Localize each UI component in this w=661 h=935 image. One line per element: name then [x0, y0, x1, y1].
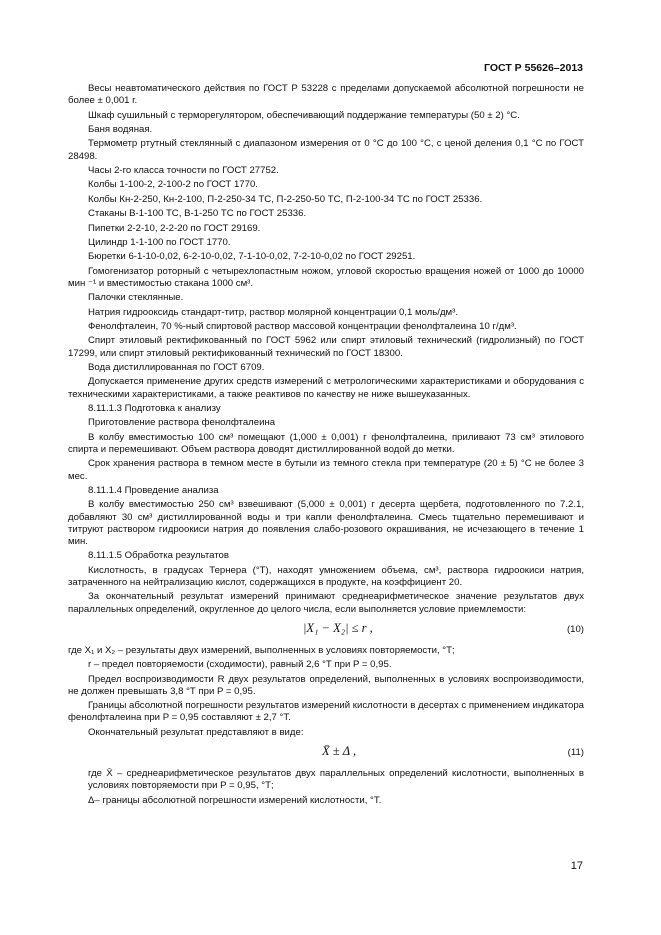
paragraph: За окончательный результат измерений принимают среднеарифметическое значение результатов двух параллельных определений, округленное до целого числа, если выполняется условие приемлемости: — [68, 591, 584, 615]
paragraph: Шкаф сушильный с терморегулятором, обеспечивающий поддержание температуры (50 ± 2) °С. — [88, 109, 520, 121]
formula-number: (10) — [566, 623, 584, 635]
formula-11 — [68, 743, 584, 763]
formula-expression: |X₁ − X₂| ≤ r , — [303, 620, 373, 635]
subsection-heading: Приготовление раствора фенолфталеина — [88, 417, 276, 429]
paragraph: Цилиндр 1-1-100 по ГОСТ 1770. — [88, 236, 231, 248]
paragraph: r – предел повторяемости (сходимости), равный 2,6 °Т при P = 0,95. — [88, 659, 392, 671]
paragraph: Окончательный результат представляют в виде: — [88, 726, 304, 738]
paragraph: Часы 2-го класса точности по ГОСТ 27752. — [88, 164, 279, 176]
paragraph: Термометр ртутный стеклянный с диапазоном измерения от 0 °С до 100 °С, с ценой деления 0,1 °С по ГОСТ 28498. — [68, 138, 584, 162]
paragraph: В колбу вместимостью 250 см³ взвешивают (5,000 ± 0,001) г десерта щербета, подготовленного по 7.2.1, добавляют 30 см³ дистиллированной воды и три капли фенолфталеина. Смесь тщательно перемешивают и титруют раствором гидроокиси натрия до появления слабо-розового окрашивания, не исчезающего в течение 1 мин. — [68, 499, 584, 548]
paragraph: Δ– границы абсолютной погрешности измерений кислотности, °Т. — [88, 794, 382, 806]
formula-number: (11) — [567, 746, 584, 758]
paragraph: Колбы Кн-2-250, Кн-2-100, П-2-250-34 ТС, П-2-250-50 ТС, П-2-100-34 ТС по ГОСТ 25336. — [88, 193, 483, 205]
formula-expression: X̄ ± Δ , — [322, 743, 357, 758]
paragraph: Допускается применение других средств измерений с метрологическими характеристиками и оборудования с техническими характеристиками, а также реактивов по качеству не ниже вышеуказанных. — [68, 376, 584, 400]
document-body — [68, 83, 584, 809]
section-heading: 8.11.1.3 Подготовка к анализу — [88, 403, 221, 415]
paragraph: Фенолфталеин, 70 %-ный спиртовой раствор массовой концентрации фенолфталеина 10 г/дм³. — [88, 321, 517, 333]
formula-10 — [68, 620, 584, 640]
paragraph: Гомогенизатор роторный с четырехлопастным ножом, угловой скоростью вращения ножей от 1000 до 10000 мин ⁻¹ и вместимостью стакана 1000 см³. — [68, 265, 584, 289]
paragraph: Палочки стеклянные. — [88, 292, 184, 304]
paragraph: Бюретки 6-1-10-0,02, 6-2-10-0,02, 7-1-10-0,02, 7-2-10-0,02 по ГОСТ 29251. — [88, 251, 416, 263]
document-code-header: ГОСТ Р 55626–2013 — [484, 62, 583, 74]
paragraph: Пипетки 2-2-10, 2-2-20 по ГОСТ 29169. — [88, 222, 261, 234]
paragraph: Спирт этиловый ректификованный по ГОСТ 5962 или спирт этиловый технический (гидролизный) по ГОСТ 17299, или спирт этиловый ректификованный технический по ГОСТ 18300. — [68, 335, 584, 359]
paragraph: где X₁ и X₂ – результаты двух измерений, выполненных в условиях повторяемости, °Т; — [68, 644, 455, 656]
paragraph: Натрия гидрооксидь стандарт-титр, раствор молярной концентрации 0,1 моль/дм³. — [88, 306, 459, 318]
paragraph: В колбу вместимостью 100 см³ помещают (1,000 ± 0,001) г фенолфталеина, приливают 73 см³ этилового спирта и перемешивают. Объем раствора доводят дистиллированной водой до метки. — [68, 431, 584, 456]
paragraph: Стаканы В-1-100 ТС, В-1-250 ТС по ГОСТ 25336. — [88, 208, 307, 220]
paragraph: Баня водяная. — [88, 123, 153, 135]
paragraph: Границы абсолютной погрешности результатов измерений кислотности в десертах с применением индикатора фенолфталеина при P = 0,95 составляют ± 2,7 °Т. — [68, 700, 584, 724]
paragraph: Предел воспроизводимости R двух результатов определений, выполненных в условиях воспроизводимости, не должен превышать 3,8 °Т при P = 0,95. — [68, 673, 584, 697]
paragraph: Срок хранения раствора в темном месте в бутыли из темного стекла при температуре (20 ± 5) °С не более 3 мес. — [68, 458, 584, 482]
paragraph: Вода дистиллированная по ГОСТ 6709. — [88, 362, 265, 374]
section-heading: 8.11.1.5 Обработка результатов — [88, 550, 229, 562]
page-number: 17 — [570, 860, 583, 872]
paragraph: Весы неавтоматического действия по ГОСТ Р 53228 с пределами допускаемой абсолютной погрешности не более ± 0,001 г. — [68, 83, 584, 107]
paragraph: Колбы 1-100-2, 2-100-2 по ГОСТ 1770. — [88, 179, 258, 191]
paragraph: Кислотность, в градусах Тернера (°Т), находят умножением объема, см³, раствора гидроокиси натрия, затраченного на нейтрализацию кислот, содержащихся в продукте, на коэффициент 20. — [68, 564, 584, 588]
section-heading: 8.11.1.4 Проведение анализа — [88, 485, 219, 497]
paragraph: где X̄ – среднеарифметическое результатов двух параллельных определений кислотности, выполненных в условиях повторяемости при P = 0,95, °Т; — [88, 767, 584, 792]
